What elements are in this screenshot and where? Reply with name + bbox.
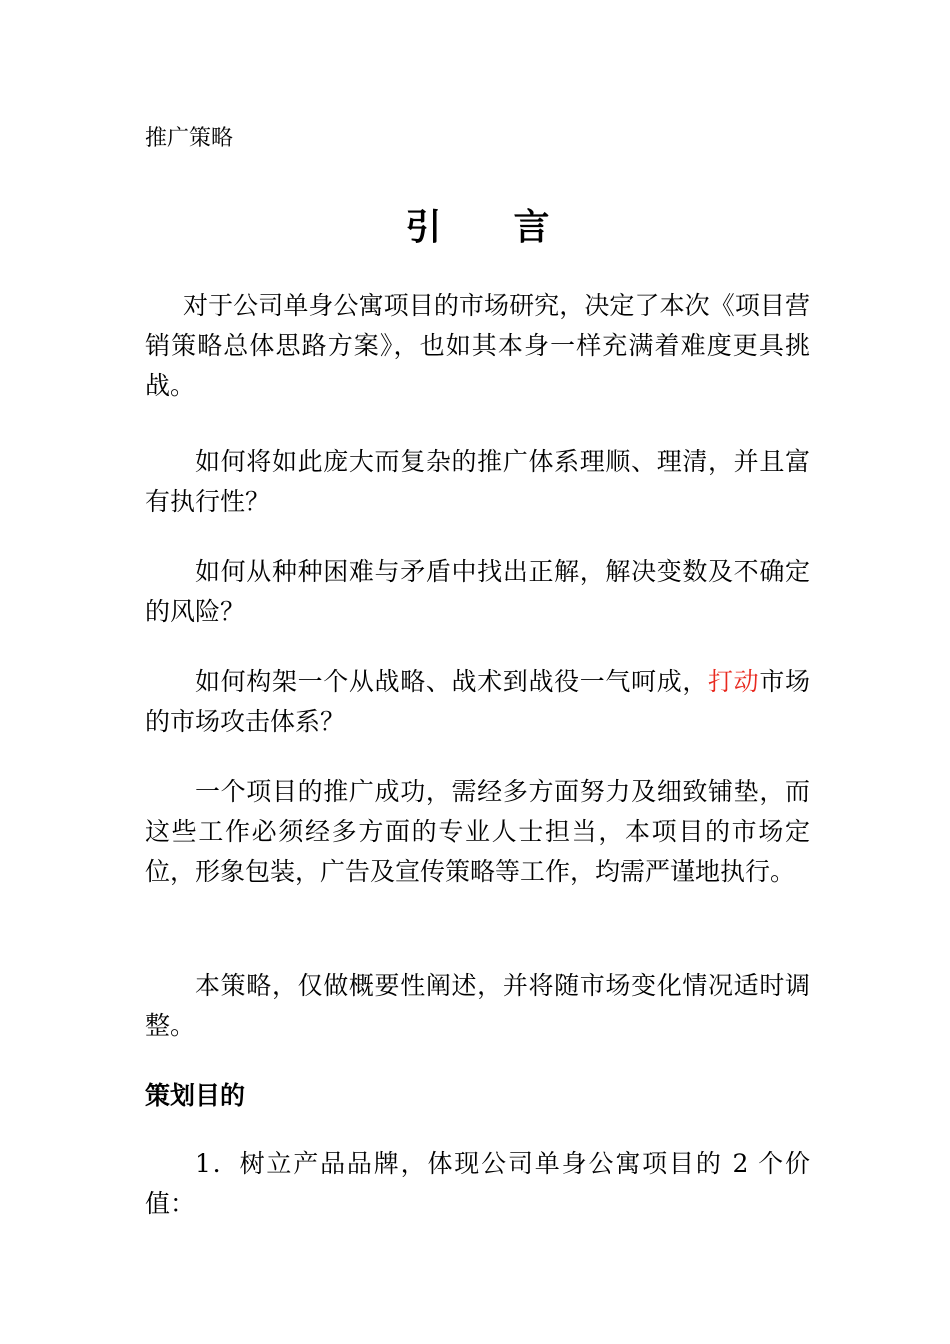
document-header-label: 推广策略 — [145, 126, 234, 151]
highlight-text: 打动 — [708, 667, 760, 696]
title-char-1: 引 — [405, 206, 442, 248]
intro-paragraph-4-end: 市场的市场攻击体系？ — [145, 667, 810, 736]
intro-paragraph-3: 如何从种种困难与矛盾中找出正解，解决变数及不确定的风险？ — [145, 557, 810, 626]
intro-paragraph-4 — [145, 662, 810, 742]
page-title — [145, 204, 810, 250]
section-heading: 策划目的 — [145, 1081, 246, 1110]
intro-paragraph-6: 本策略，仅做概要性阐述，并将随市场变化情况适时调整。 — [145, 971, 810, 1040]
intro-paragraph-5: 一个项目的推广成功，需经多方面努力及细致铺垫，而这些工作必须经多方面的专业人士担当，本项目的市场定位，形象包装，广告及宣传策略等工作，均需严谨地执行。 — [145, 777, 810, 886]
intro-paragraph-4-start: 如何构架一个从战略、战术到战役一气呵成， — [195, 667, 709, 696]
intro-paragraph-2: 如何将如此庞大而复杂的推广体系理顺、理清，并且富有执行性？ — [145, 447, 810, 516]
intro-paragraph-1: 对于公司单身公寓项目的市场研究，决定了本次《项目营销策略总体思路方案》，也如其本身一样充满着难度更具挑战。 — [145, 291, 810, 400]
list-item: 1．树立产品品牌，体现公司单身公寓项目的 2 个价值： — [145, 1149, 810, 1218]
title-char-2: 言 — [513, 206, 550, 248]
